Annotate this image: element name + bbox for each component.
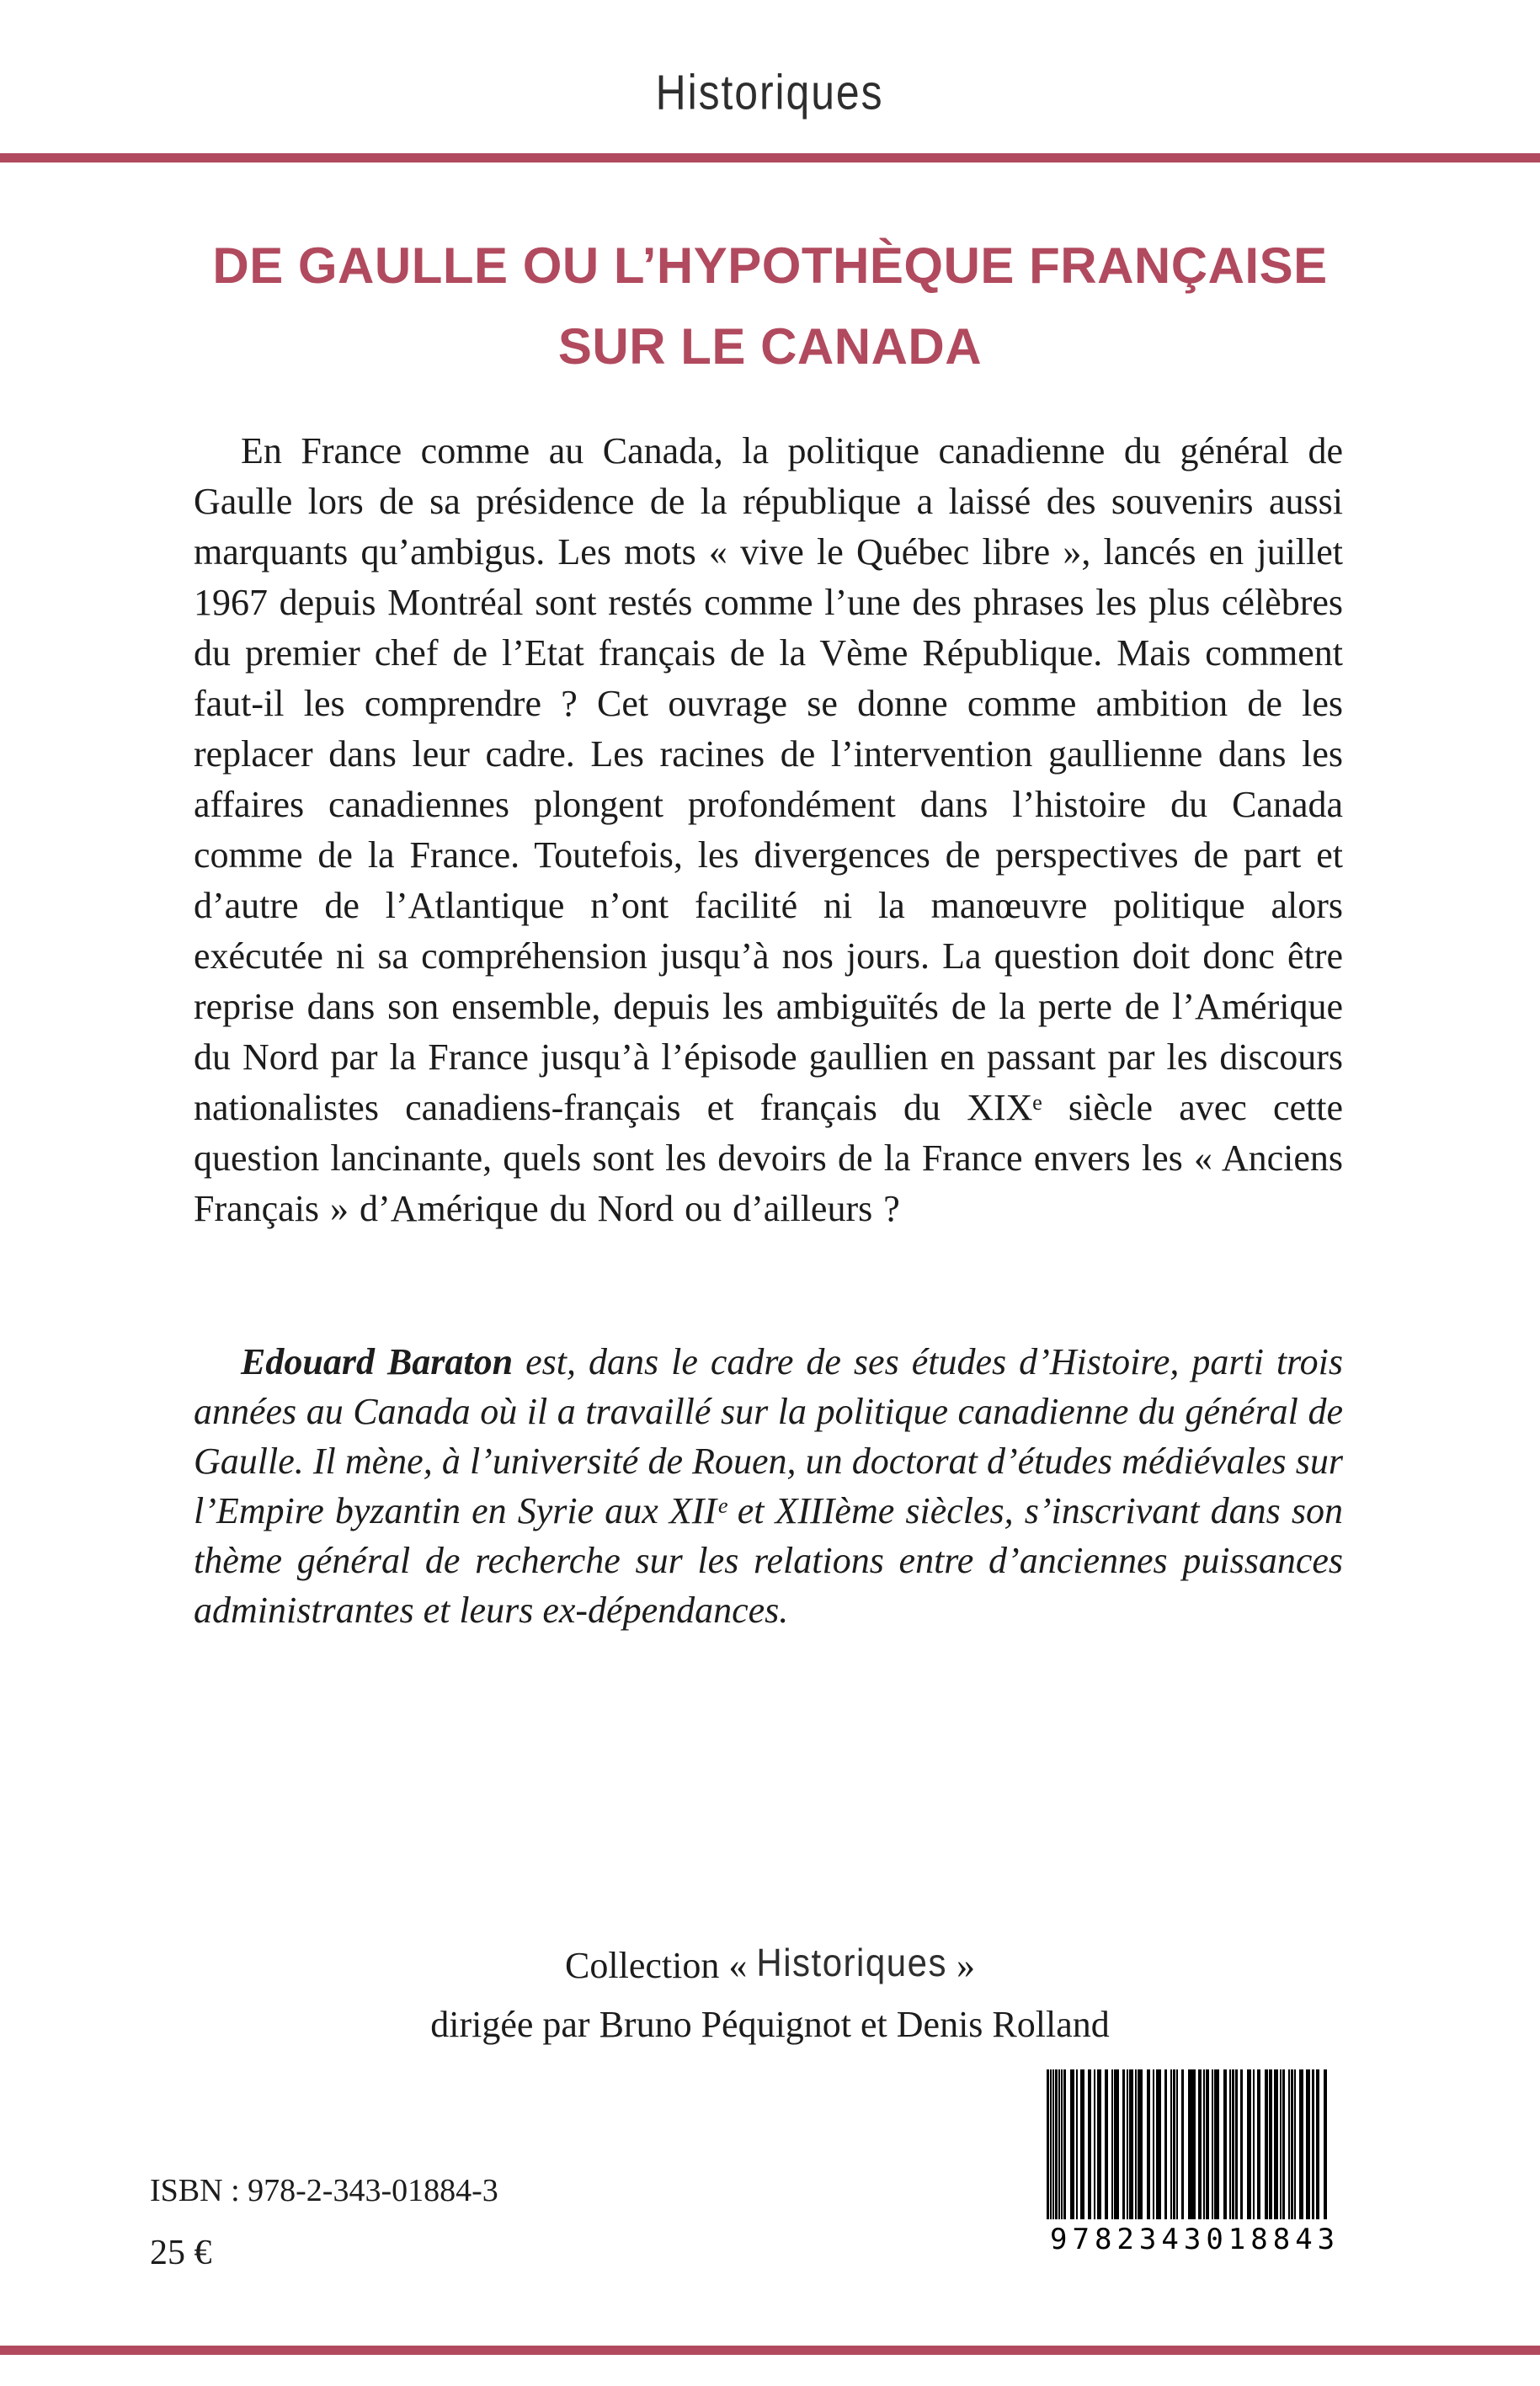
collection-logo: Historiques [656, 65, 884, 120]
collection-name-logo: Historiques [756, 1941, 947, 1984]
masthead [0, 65, 1540, 121]
author-bio-paragraph [194, 1337, 1343, 1635]
barcode-bars [1047, 2069, 1330, 2219]
author-bio-text: est, dans le cadre de ses études d’Histoire, parti trois années au Canada où il a travaillé sur la politique canadienne du général de Gaulle. Il mène, à l’université de Rouen, un doctorat d’études médiévales sur l’Empire byzantin en Syrie aux XIIᵉ et XIIIème siècles, s’inscrivant dans son thème général de recherche sur les relations entre d’anciennes puissances administrantes et leurs ex-dépendances. [194, 1341, 1343, 1631]
synopsis-paragraph: En France comme au Canada, la politique canadienne du général de Gaulle lors de sa présidence de la république a laissé des souvenirs aussi marquants qu’ambigus. Les mots « vive le Québec libre », lancés en juillet 1967 depuis Montréal sont restés comme l’une des phrases les plus célèbres du premier chef de l’Etat français de la Vème République. Mais comment faut-il les comprendre ? Cet ouvrage se donne comme ambition de les replacer dans leur cadre. Les racines de l’intervention gaullienne dans les affaires canadiennes plongent profondément dans l’histoire du Canada comme de la France. Toutefois, les divergences de perspectives de part et d’autre de l’Atlantique n’ont facilité ni la manœuvre politique alors exécutée ni sa compréhension jusqu’à nos jours. La question doit donc être reprise dans son ensemble, depuis les ambiguïtés de la perte de l’Amérique du Nord par la France jusqu’à l’épisode gaullien en passant par les discours nationalistes canadiens-français et français du XIXᵉ siècle avec cette question lancinante, quels sont les devoirs de la France envers les « Anciens Français » d’Amérique du Nord ou d’ailleurs ? [194, 430, 1343, 1229]
price-label: 25 € [150, 2234, 212, 2272]
top-divider-rule [0, 153, 1540, 162]
barcode-digits [1047, 2223, 1340, 2256]
collection-prefix: Collection « [565, 1945, 757, 1986]
barcode [1047, 2069, 1340, 2256]
collection-block [0, 1936, 1540, 2054]
bottom-divider-rule [0, 2346, 1540, 2355]
collection-directors: dirigée par Bruno Péquignot et Denis Rolland [430, 2004, 1110, 2045]
book-title [0, 226, 1540, 387]
isbn-number: ISBN : 978-2-343-01884-3 [150, 2173, 498, 2208]
collection-suffix: » [946, 1945, 975, 1986]
barcode-digit-group: 018843 [1206, 2223, 1340, 2256]
book-title-line2: SUR LE CANADA [557, 318, 983, 375]
collection-line [0, 1936, 1540, 1995]
book-title-line1: DE GAULLE OU L’HYPOTHÈQUE FRANÇAISE [212, 237, 1328, 294]
author-name: Edouard Baraton [241, 1341, 514, 1382]
isbn-block [150, 2169, 498, 2275]
barcode-digit-group: 782343 [1072, 2223, 1207, 2256]
barcode-digit-group: 9 [1050, 2223, 1073, 2256]
